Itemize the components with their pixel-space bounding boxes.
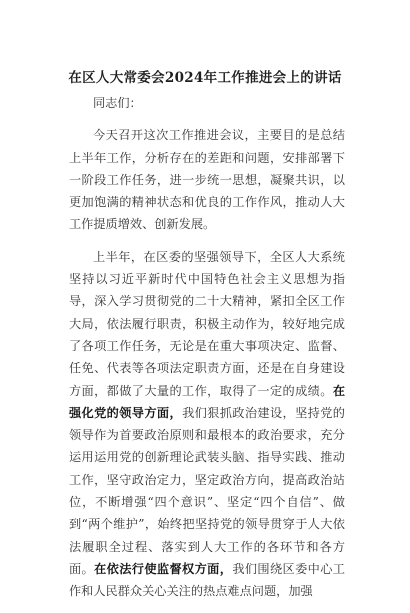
party-leadership-heading: 在强化党的领导方面， (69, 383, 345, 420)
paragraph-opening (69, 124, 345, 235)
party-leadership-text: 我们狠抓政治建设，坚持党的领导作为首要政治原则和最根本的政治要求，充分运用运用党的创新理论武装头脑、指导实践、推动工作，坚守政治定力，坚定政治方向，提高政治站位，不断增强“四个意识”、坚定“四个自信”、做到“两个维护”，始终把坚持党的领导贯穿于人大依法履职全过程、落实到人大工作的各环节和各方面。 (69, 405, 345, 576)
supervision-text: 我们围绕区委中心工作和人民群众关心关注的热点难点问题，加强 (69, 561, 345, 599)
paragraph-first-half-summary-text: 上半年，在区委的坚强领导下，全区人大系统坚持以习近平新时代中国特色社会主义思想为指导，深入学习贯彻党的二十大精神，紧扣全区工作大局，依法履行职责，积极主动作为，较好地完成了各项工作任务，无论是在重大事项决定、监督、任免、代表等各项法定职责方面，还是在自身建设方面，都做了大量的工作，取得了一定的成绩。 (69, 249, 345, 398)
supervision-heading: 在依法行使监督权方面， (94, 561, 233, 576)
document-body (69, 92, 345, 613)
greeting: 同志们： (93, 96, 142, 110)
paragraph-first-half-summary (69, 246, 345, 603)
paragraph-opening-text: 今天召开这次工作推进会议，主要目的是总结上半年工作，分析存在的差距和问题，安排部署下一阶段工作任务，进一步统一思想，凝聚共识，以更加饱满的精神状态和优良的工作作风，推动人大工作提质增效、创新发展。 (69, 128, 345, 232)
document-title: 在区人大常委会2024年工作推进会上的讲话 (68, 70, 342, 86)
